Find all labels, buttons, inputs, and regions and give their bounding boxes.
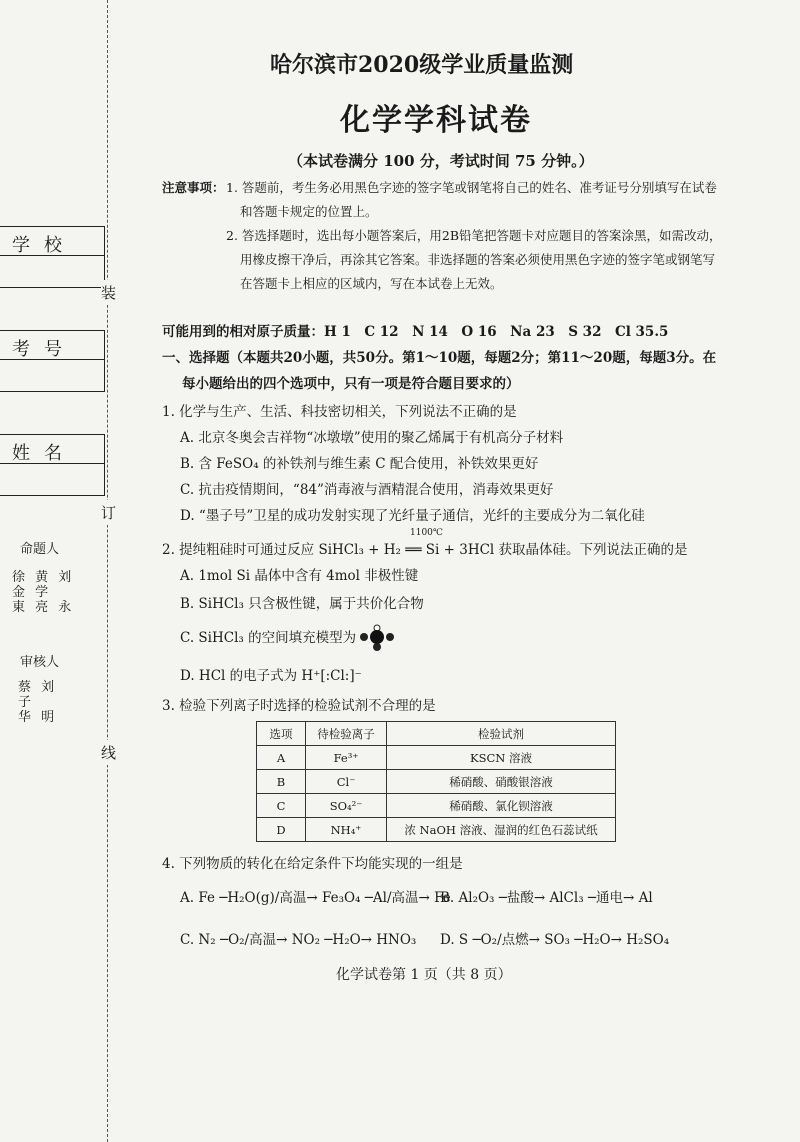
q2-option-d: D. HCl 的电子式为 H⁺[:Cl:]⁻ (180, 668, 362, 684)
q4-option-a: A. Fe ─H₂O(g)/高温→ Fe₃O₄ ─Al/高温→ Fe (180, 890, 451, 906)
proposer-title: 命题人 (20, 542, 60, 557)
table-cell: 稀硝酸、硝酸银溶液 (387, 770, 616, 794)
exam-meta: （本试卷满分 100 分，考试时间 75 分钟。） (288, 152, 594, 170)
q4-option-b: B. Al₂O₃ ─盐酸→ AlCl₃ ─通电→ Al (440, 890, 653, 906)
table-cell: SO₄²⁻ (306, 794, 387, 818)
table-cell: B (257, 770, 306, 794)
q2-option-c: C. SiHCl₃ 的空间填充模型为 (180, 630, 357, 646)
q1-option-b: B. 含 FeSO₄ 的补铁剂与维生素 C 配合使用，补铁效果更好 (180, 456, 539, 472)
table-header: 待检验离子 (306, 722, 387, 746)
school-field (0, 226, 105, 288)
proposer-names: 徐 黄 刘 金 学 東 亮 永 (12, 570, 75, 615)
q3-stem: 3. 检验下列离子时选择的检验试剂不合理的是 (162, 698, 436, 714)
divider (0, 255, 104, 256)
table-cell: Cl⁻ (306, 770, 387, 794)
table-row (257, 746, 616, 770)
q1-option-d: D. “墨子号”卫星的成功发射实现了光纤量子通信，光纤的主要成分为二氧化硅 (180, 508, 645, 524)
q2-option-b: B. SiHCl₃ 只含极性键，属于共价化合物 (180, 596, 424, 612)
exam-id-field (0, 330, 105, 392)
page-title: 化学学科试卷 (340, 103, 532, 138)
binding-line (107, 0, 108, 1142)
table-header-row (257, 722, 616, 746)
q1-option-a: A. 北京冬奥会吉祥物“冰墩墩”使用的聚乙烯属于有机高分子材料 (180, 430, 564, 446)
reviewer-title: 审核人 (20, 655, 60, 670)
ion-test-table (256, 721, 616, 842)
name-field (0, 434, 105, 496)
reviewer-names: 蔡 刘 子 华 明 (18, 680, 58, 725)
page-footer: 化学试卷第 1 页（共 8 页） (336, 967, 512, 983)
table-cell: NH₄⁺ (306, 818, 387, 842)
notice-item2-c: 在答题卡上相应的区域内，写在本试卷上无效。 (240, 276, 503, 291)
table-cell: 浓 NaOH 溶液、湿润的红色石蕊试纸 (387, 818, 616, 842)
notice-item2-a: 2. 答选择题时，选出每小题答案后，用2B铅笔把答题卡对应题目的答案涂黑，如需改动， (226, 228, 722, 243)
table-row (257, 794, 616, 818)
atomic-masses: 可能用到的相对原子质量：H 1 C 12 N 14 O 16 Na 23 S 32 Cl 35.5 (162, 324, 669, 340)
q4-stem: 4. 下列物质的转化在给定条件下均能实现的一组是 (162, 856, 463, 872)
exam-name: 哈尔滨市2020级学业质量监测 (270, 52, 574, 78)
space-filling-model-icon (356, 622, 398, 652)
table-row (257, 770, 616, 794)
table-cell: D (257, 818, 306, 842)
q2-option-a: A. 1mol Si 晶体中含有 4mol 非极性键 (180, 568, 419, 584)
bind-char-ding: 订 (101, 500, 116, 525)
table-row (257, 818, 616, 842)
q1-option-c: C. 抗击疫情期间，“84”消毒液与酒精混合使用，消毒效果更好 (180, 482, 554, 498)
divider (0, 359, 104, 360)
section-subtitle: 每小题给出的四个选项中，只有一项是符合题目要求的） (182, 376, 520, 392)
table-header: 选项 (257, 722, 306, 746)
q1-stem: 1. 化学与生产、生活、科技密切相关，下列说法不正确的是 (162, 404, 517, 420)
notice-item1-b: 和答题卡规定的位置上。 (240, 204, 378, 219)
name-label: 姓名 (12, 443, 76, 464)
table-cell: Fe³⁺ (306, 746, 387, 770)
q2-stem: 2. 提纯粗硅时可通过反应 SiHCl₃ + H₂ ══ Si + 3HCl 获取晶体硅。下列说法正确的是 (162, 542, 688, 558)
q2-condition: 1100℃ (410, 528, 443, 538)
bind-char-xian: 线 (101, 740, 116, 765)
table-cell: A (257, 746, 306, 770)
table-cell: KSCN 溶液 (387, 746, 616, 770)
q4-option-d: D. S ─O₂/点燃→ SO₃ ─H₂O→ H₂SO₄ (440, 932, 670, 948)
table-cell: 稀硝酸、氯化钡溶液 (387, 794, 616, 818)
bind-char-zhuang: 装 (101, 280, 116, 305)
notice-title: 注意事项： (162, 180, 225, 195)
notice-item2-b: 用橡皮擦干净后，再涂其它答案。非选择题的答案必须使用黑色字迹的签字笔或钢笔写 (240, 252, 716, 267)
q4-option-c: C. N₂ ─O₂/高温→ NO₂ ─H₂O→ HNO₃ (180, 932, 417, 948)
exam-id-label: 考号 (12, 339, 76, 360)
section-title: 一、选择题（本题共20小题，共50分。第1～10题，每题2分；第11～20题，每题3分。在 (162, 350, 717, 366)
divider (0, 463, 104, 464)
school-label: 学校 (12, 235, 76, 256)
table-cell: C (257, 794, 306, 818)
notice-item1-a: 1. 答题前，考生务必用黑色字迹的签字笔或钢笔将自己的姓名、准考证号分别填写在试卷 (226, 180, 717, 195)
table-header: 检验试剂 (387, 722, 616, 746)
